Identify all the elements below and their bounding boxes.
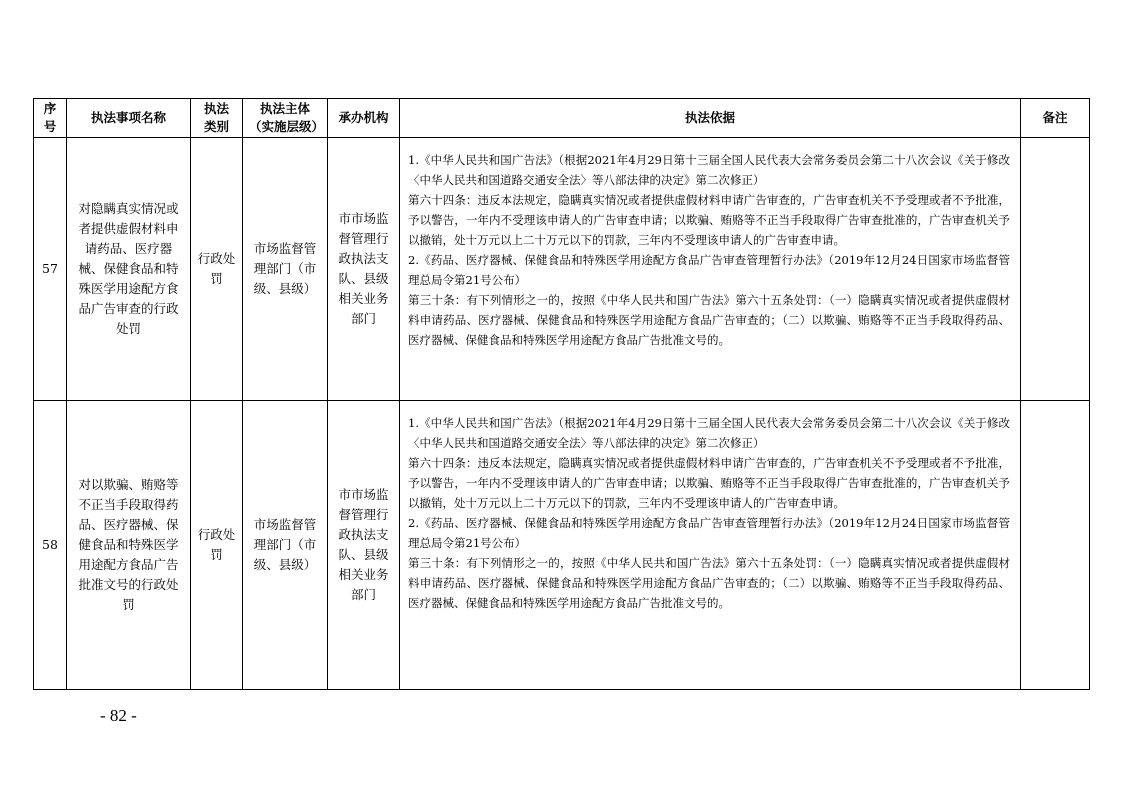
table-header-row	[34, 99, 1090, 138]
enforcement-category: 行政处罚	[191, 138, 243, 401]
row-number: 57	[34, 138, 67, 401]
header-category: 执法类别	[191, 99, 243, 138]
header-basis: 执法依据	[400, 99, 1021, 138]
handling-org: 市市场监督管理行政执法支队、县级相关业务部门	[328, 401, 400, 690]
enforcement-subject: 市场监督管理部门（市级、县级）	[243, 401, 328, 690]
page-number: - 82 -	[100, 706, 137, 725]
enforcement-subject: 市场监督管理部门（市级、县级）	[243, 138, 328, 401]
header-org: 承办机构	[328, 99, 400, 138]
basis-paragraph: 1.《中华人民共和国广告法》（根据2021年4月29日第十三届全国人民代表大会常务委员会第二十八次会议《关于修改〈中华人民共和国道路交通安全法〉等八部法律的决定》第二次修正）	[408, 153, 1010, 187]
basis-paragraph: 第三十条：有下列情形之一的，按照《中华人民共和国广告法》第六十五条处罚：（一）隐瞒真实情况或者提供虚假材料申请药品、医疗器械、保健食品和特殊医学用途配方食品广告审查的；（二）以欺骗、贿赂等不正当手段取得药品、医疗器械、保健食品和特殊医学用途配方食品广告批准文号的。	[408, 556, 1010, 610]
item-name: 对隐瞒真实情况或者提供虚假材料申请药品、医疗器械、保健食品和特殊医学用途配方食品广告审查的行政处罚	[67, 138, 191, 401]
item-name: 对以欺骗、贿赂等不正当手段取得药品、医疗器械、保健食品和特殊医学用途配方食品广告批准文号的行政处罚	[67, 401, 191, 690]
enforcement-category: 行政处罚	[191, 401, 243, 690]
header-subject: 执法主体（实施层级）	[243, 99, 328, 138]
basis-paragraph: 第六十四条：违反本法规定，隐瞒真实情况或者提供虚假材料申请广告审查的，广告审查机关不予受理或者不予批准，予以警告，一年内不受理该申请人的广告审查申请；以欺骗、贿赂等不正当手段取得广告审查批准的，广告审查机关予以撤销，处十万元以上二十万元以下的罚款，三年内不受理该申请人的广告审查申请。	[408, 456, 1010, 510]
basis-paragraph: 2.《药品、医疗器械、保健食品和特殊医学用途配方食品广告审查管理暂行办法》（2019年12月24日国家市场监督管理总局令第21号公布）	[408, 516, 1010, 550]
header-no: 序号	[34, 99, 67, 138]
header-remark: 备注	[1021, 99, 1090, 138]
table-row	[34, 138, 1090, 401]
remark	[1021, 138, 1090, 401]
remark	[1021, 401, 1090, 690]
header-item: 执法事项名称	[67, 99, 191, 138]
row-number: 58	[34, 401, 67, 690]
basis-paragraph: 第三十条：有下列情形之一的，按照《中华人民共和国广告法》第六十五条处罚：（一）隐瞒真实情况或者提供虚假材料申请药品、医疗器械、保健食品和特殊医学用途配方食品广告审查的；（二）以欺骗、贿赂等不正当手段取得药品、医疗器械、保健食品和特殊医学用途配方食品广告批准文号的。	[408, 293, 1010, 347]
basis-paragraph: 第六十四条：违反本法规定，隐瞒真实情况或者提供虚假材料申请广告审查的，广告审查机关不予受理或者不予批准，予以警告，一年内不受理该申请人的广告审查申请；以欺骗、贿赂等不正当手段取得广告审查批准的，广告审查机关予以撤销，处十万元以上二十万元以下的罚款，三年内不受理该申请人的广告审查申请。	[408, 193, 1010, 247]
handling-org: 市市场监督管理行政执法支队、县级相关业务部门	[328, 138, 400, 401]
legal-basis	[400, 401, 1021, 690]
legal-basis	[400, 138, 1021, 401]
enforcement-items-table	[33, 98, 1090, 690]
basis-paragraph: 1.《中华人民共和国广告法》（根据2021年4月29日第十三届全国人民代表大会常务委员会第二十八次会议《关于修改〈中华人民共和国道路交通安全法〉等八部法律的决定》第二次修正）	[408, 416, 1010, 450]
basis-paragraph: 2.《药品、医疗器械、保健食品和特殊医学用途配方食品广告审查管理暂行办法》（2019年12月24日国家市场监督管理总局令第21号公布）	[408, 253, 1010, 287]
table-row	[34, 401, 1090, 690]
